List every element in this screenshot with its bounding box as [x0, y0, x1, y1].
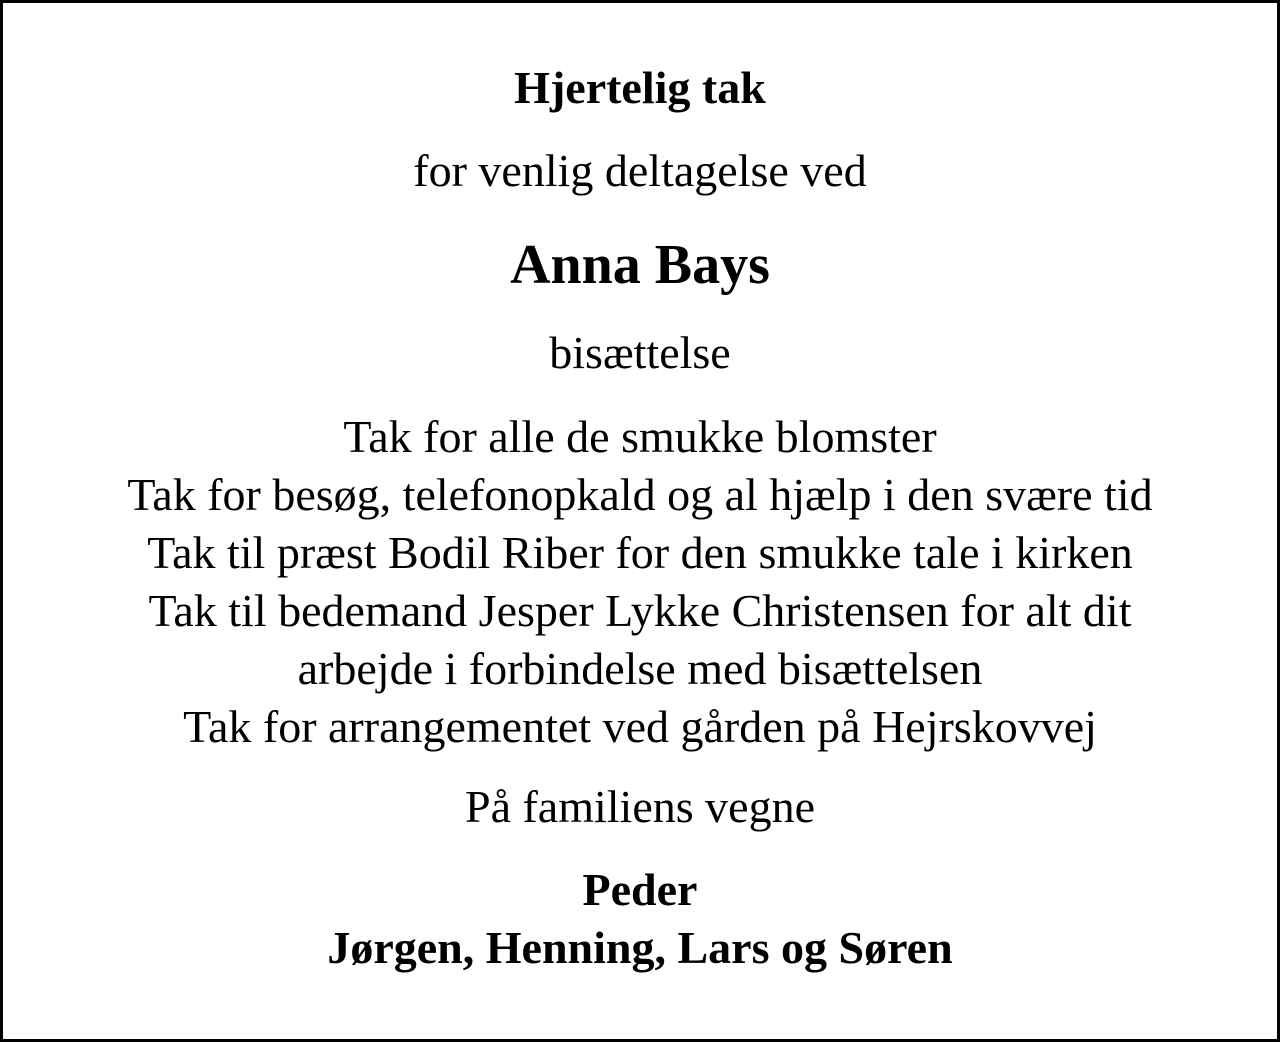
thanks-line: arbejde i forbindelse med bisættelsen	[297, 643, 983, 694]
notice-intro: for venlig deltagelse ved	[413, 145, 867, 196]
on-behalf-text: På familiens vegne	[464, 781, 815, 832]
thanks-list	[3, 408, 1277, 756]
thanks-line: Tak for arrangementet ved gården på Hejrskovvej	[183, 701, 1097, 752]
thanks-line: Tak for alle de smukke blomster	[343, 411, 937, 462]
thanks-line: Tak til bedemand Jesper Lykke Christensen for alt dit	[148, 585, 1132, 636]
signature-others: Jørgen, Henning, Lars og Søren	[327, 922, 953, 973]
thanks-line: Tak for besøg, telefonopkald og al hjælp i den svære tid	[127, 469, 1153, 520]
thanks-line: Tak til præst Bodil Riber for den smukke tale i kirken	[147, 527, 1133, 578]
notice-heading: Hjertelig tak	[514, 62, 766, 113]
occasion-text: bisættelse	[549, 327, 731, 378]
signature-primary: Peder	[582, 864, 698, 915]
deceased-name: Anna Bays	[510, 234, 770, 296]
